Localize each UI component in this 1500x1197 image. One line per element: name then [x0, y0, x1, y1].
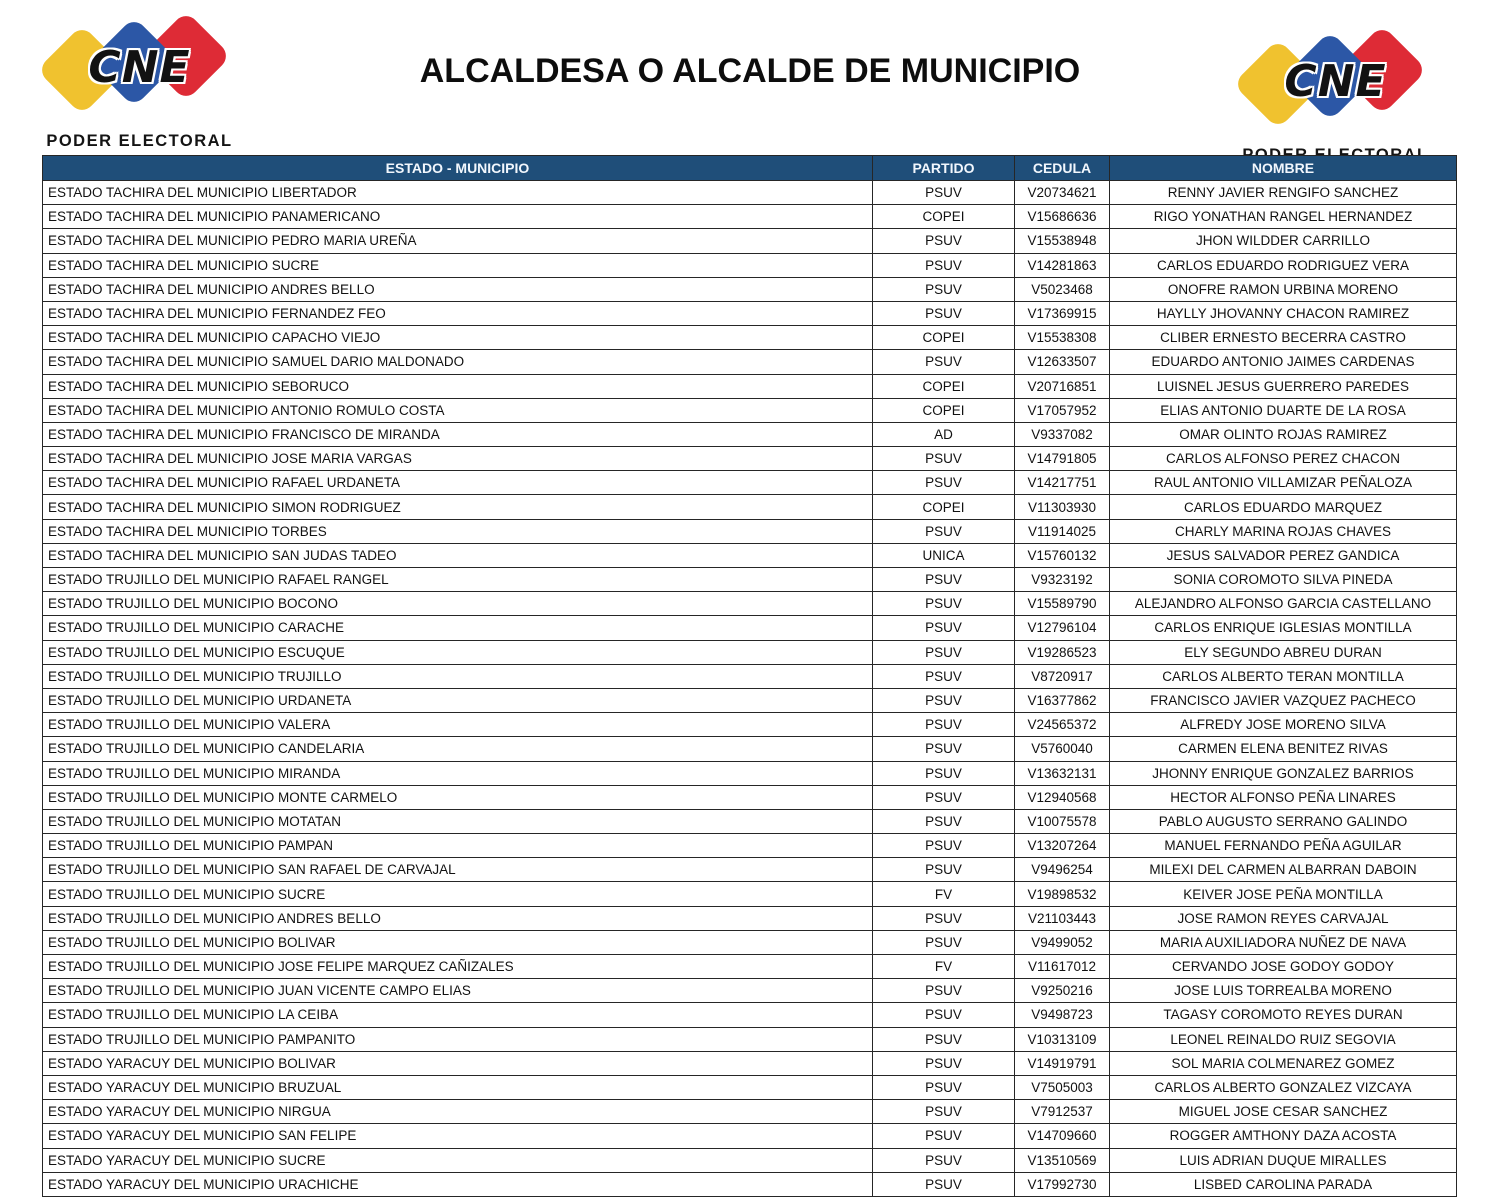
estado-cell: ESTADO TACHIRA DEL MUNICIPIO SIMON RODRIGUEZ: [43, 495, 873, 519]
column-header: ESTADO - MUNICIPIO: [43, 156, 873, 181]
cedula-cell: V9337082: [1015, 422, 1110, 446]
partido-cell: COPEI: [873, 495, 1015, 519]
estado-cell: ESTADO YARACUY DEL MUNICIPIO SAN FELIPE: [43, 1124, 873, 1148]
table-row: [43, 326, 1457, 350]
partido-cell: PSUV: [873, 253, 1015, 277]
nombre-cell: JOSE RAMON REYES CARVAJAL: [1110, 906, 1457, 930]
estado-cell: ESTADO TRUJILLO DEL MUNICIPIO BOLIVAR: [43, 930, 873, 954]
nombre-cell: CARLOS EDUARDO RODRIGUEZ VERA: [1110, 253, 1457, 277]
estado-cell: ESTADO TACHIRA DEL MUNICIPIO TORBES: [43, 519, 873, 543]
partido-cell: PSUV: [873, 181, 1015, 205]
cne-logo-left: [42, 8, 237, 151]
table-row: [43, 858, 1457, 882]
cedula-cell: V13632131: [1015, 761, 1110, 785]
partido-cell: AD: [873, 422, 1015, 446]
partido-cell: PSUV: [873, 519, 1015, 543]
table-row: [43, 568, 1457, 592]
partido-cell: PSUV: [873, 301, 1015, 325]
partido-cell: COPEI: [873, 398, 1015, 422]
cedula-cell: V20716851: [1015, 374, 1110, 398]
table-row: [43, 664, 1457, 688]
cedula-cell: V12940568: [1015, 785, 1110, 809]
table-row: [43, 1051, 1457, 1075]
nombre-cell: EDUARDO ANTONIO JAIMES CARDENAS: [1110, 350, 1457, 374]
cedula-cell: V14709660: [1015, 1124, 1110, 1148]
nombre-cell: CARLOS ALBERTO TERAN MONTILLA: [1110, 664, 1457, 688]
cedula-cell: V17057952: [1015, 398, 1110, 422]
estado-cell: ESTADO TACHIRA DEL MUNICIPIO PANAMERICANO: [43, 205, 873, 229]
table-row: [43, 1075, 1457, 1099]
nombre-cell: TAGASY COROMOTO REYES DURAN: [1110, 1003, 1457, 1027]
partido-cell: PSUV: [873, 1100, 1015, 1124]
cedula-cell: V20734621: [1015, 181, 1110, 205]
estado-cell: ESTADO TACHIRA DEL MUNICIPIO JOSE MARIA VARGAS: [43, 447, 873, 471]
partido-cell: PSUV: [873, 1051, 1015, 1075]
estado-cell: ESTADO TACHIRA DEL MUNICIPIO SEBORUCO: [43, 374, 873, 398]
estado-cell: ESTADO TRUJILLO DEL MUNICIPIO ESCUQUE: [43, 640, 873, 664]
partido-cell: PSUV: [873, 688, 1015, 712]
nombre-cell: ELY SEGUNDO ABREU DURAN: [1110, 640, 1457, 664]
estado-cell: ESTADO TACHIRA DEL MUNICIPIO PEDRO MARIA UREÑA: [43, 229, 873, 253]
nombre-cell: HAYLLY JHOVANNY CHACON RAMIREZ: [1110, 301, 1457, 325]
partido-cell: PSUV: [873, 1027, 1015, 1051]
table-row: [43, 374, 1457, 398]
cedula-cell: V11914025: [1015, 519, 1110, 543]
table-row: [43, 1100, 1457, 1124]
table-row: [43, 616, 1457, 640]
partido-cell: PSUV: [873, 930, 1015, 954]
cedula-cell: V11617012: [1015, 955, 1110, 979]
table-row: [43, 495, 1457, 519]
table-row: [43, 785, 1457, 809]
cne-logo-right: [1238, 22, 1433, 165]
estado-cell: ESTADO YARACUY DEL MUNICIPIO BRUZUAL: [43, 1075, 873, 1099]
nombre-cell: MARIA AUXILIADORA NUÑEZ DE NAVA: [1110, 930, 1457, 954]
nombre-cell: ONOFRE RAMON URBINA MORENO: [1110, 277, 1457, 301]
partido-cell: PSUV: [873, 713, 1015, 737]
cedula-cell: V9323192: [1015, 568, 1110, 592]
estado-cell: ESTADO TRUJILLO DEL MUNICIPIO TRUJILLO: [43, 664, 873, 688]
partido-cell: FV: [873, 882, 1015, 906]
estado-cell: ESTADO TACHIRA DEL MUNICIPIO FERNANDEZ FEO: [43, 301, 873, 325]
column-header: CEDULA: [1015, 156, 1110, 181]
estado-cell: ESTADO TRUJILLO DEL MUNICIPIO LA CEIBA: [43, 1003, 873, 1027]
nombre-cell: KEIVER JOSE PEÑA MONTILLA: [1110, 882, 1457, 906]
cedula-cell: V8720917: [1015, 664, 1110, 688]
column-header: NOMBRE: [1110, 156, 1457, 181]
cne-diamonds: [1238, 22, 1433, 144]
table-row: [43, 688, 1457, 712]
estado-cell: ESTADO TACHIRA DEL MUNICIPIO ANDRES BELLO: [43, 277, 873, 301]
cedula-cell: V14281863: [1015, 253, 1110, 277]
cedula-cell: V5023468: [1015, 277, 1110, 301]
estado-cell: ESTADO TACHIRA DEL MUNICIPIO SAMUEL DARIO MALDONADO: [43, 350, 873, 374]
table-header-row: [43, 156, 1457, 181]
table-row: [43, 882, 1457, 906]
partido-cell: PSUV: [873, 1075, 1015, 1099]
partido-cell: FV: [873, 955, 1015, 979]
estado-cell: ESTADO TACHIRA DEL MUNICIPIO SAN JUDAS TADEO: [43, 543, 873, 567]
partido-cell: PSUV: [873, 737, 1015, 761]
nombre-cell: ALEJANDRO ALFONSO GARCIA CASTELLANO: [1110, 592, 1457, 616]
cedula-cell: V19286523: [1015, 640, 1110, 664]
table-row: [43, 253, 1457, 277]
estado-cell: ESTADO YARACUY DEL MUNICIPIO BOLIVAR: [43, 1051, 873, 1075]
table-row: [43, 979, 1457, 1003]
cedula-cell: V12633507: [1015, 350, 1110, 374]
table-row: [43, 181, 1457, 205]
estado-cell: ESTADO TRUJILLO DEL MUNICIPIO CARACHE: [43, 616, 873, 640]
nombre-cell: SONIA COROMOTO SILVA PINEDA: [1110, 568, 1457, 592]
cedula-cell: V17992730: [1015, 1172, 1110, 1196]
partido-cell: PSUV: [873, 858, 1015, 882]
cne-diamonds: [42, 8, 237, 130]
estado-cell: ESTADO TACHIRA DEL MUNICIPIO RAFAEL URDANETA: [43, 471, 873, 495]
nombre-cell: ALFREDY JOSE MORENO SILVA: [1110, 713, 1457, 737]
nombre-cell: CARLOS ALBERTO GONZALEZ VIZCAYA: [1110, 1075, 1457, 1099]
nombre-cell: OMAR OLINTO ROJAS RAMIREZ: [1110, 422, 1457, 446]
nombre-cell: CHARLY MARINA ROJAS CHAVES: [1110, 519, 1457, 543]
table-row: [43, 955, 1457, 979]
nombre-cell: MILEXI DEL CARMEN ALBARRAN DABOIN: [1110, 858, 1457, 882]
table-row: [43, 1124, 1457, 1148]
cedula-cell: V7505003: [1015, 1075, 1110, 1099]
table-row: [43, 761, 1457, 785]
nombre-cell: RIGO YONATHAN RANGEL HERNANDEZ: [1110, 205, 1457, 229]
estado-cell: ESTADO TRUJILLO DEL MUNICIPIO MONTE CARMELO: [43, 785, 873, 809]
estado-cell: ESTADO TRUJILLO DEL MUNICIPIO URDANETA: [43, 688, 873, 712]
nombre-cell: JESUS SALVADOR PEREZ GANDICA: [1110, 543, 1457, 567]
table-row: [43, 471, 1457, 495]
partido-cell: PSUV: [873, 1003, 1015, 1027]
estado-cell: ESTADO TACHIRA DEL MUNICIPIO FRANCISCO DE MIRANDA: [43, 422, 873, 446]
nombre-cell: CARLOS ENRIQUE IGLESIAS MONTILLA: [1110, 616, 1457, 640]
nombre-cell: RAUL ANTONIO VILLAMIZAR PEÑALOZA: [1110, 471, 1457, 495]
nombre-cell: PABLO AUGUSTO SERRANO GALINDO: [1110, 809, 1457, 833]
estado-cell: ESTADO TACHIRA DEL MUNICIPIO CAPACHO VIEJO: [43, 326, 873, 350]
estado-cell: ESTADO TRUJILLO DEL MUNICIPIO JUAN VICENTE CAMPO ELIAS: [43, 979, 873, 1003]
table-row: [43, 1027, 1457, 1051]
table-row: [43, 809, 1457, 833]
cedula-cell: V15760132: [1015, 543, 1110, 567]
partido-cell: UNICA: [873, 543, 1015, 567]
cedula-cell: V13207264: [1015, 834, 1110, 858]
partido-cell: PSUV: [873, 809, 1015, 833]
cedula-cell: V13510569: [1015, 1148, 1110, 1172]
partido-cell: COPEI: [873, 205, 1015, 229]
partido-cell: PSUV: [873, 906, 1015, 930]
page-title: ALCALDESA O ALCALDE DE MUNICIPIO: [419, 52, 1081, 90]
nombre-cell: JHONNY ENRIQUE GONZALEZ BARRIOS: [1110, 761, 1457, 785]
table-row: [43, 930, 1457, 954]
cedula-cell: V14919791: [1015, 1051, 1110, 1075]
table-row: [43, 277, 1457, 301]
cedula-cell: V7912537: [1015, 1100, 1110, 1124]
partido-cell: PSUV: [873, 761, 1015, 785]
nombre-cell: JOSE LUIS TORREALBA MORENO: [1110, 979, 1457, 1003]
table-row: [43, 301, 1457, 325]
nombre-cell: FRANCISCO JAVIER VAZQUEZ PACHECO: [1110, 688, 1457, 712]
table-row: [43, 229, 1457, 253]
table-row: [43, 422, 1457, 446]
table-row: [43, 737, 1457, 761]
cedula-cell: V9496254: [1015, 858, 1110, 882]
partido-cell: PSUV: [873, 664, 1015, 688]
partido-cell: PSUV: [873, 834, 1015, 858]
table-row: [43, 519, 1457, 543]
estado-cell: ESTADO TRUJILLO DEL MUNICIPIO PAMPANITO: [43, 1027, 873, 1051]
nombre-cell: CARLOS EDUARDO MARQUEZ: [1110, 495, 1457, 519]
estado-cell: ESTADO YARACUY DEL MUNICIPIO URACHICHE: [43, 1172, 873, 1196]
cne-logo-text: CNE: [88, 42, 191, 93]
cedula-cell: V9250216: [1015, 979, 1110, 1003]
results-table: [42, 155, 1457, 1197]
table-row: [43, 398, 1457, 422]
partido-cell: PSUV: [873, 277, 1015, 301]
cedula-cell: V15589790: [1015, 592, 1110, 616]
table-row: [43, 906, 1457, 930]
partido-cell: PSUV: [873, 640, 1015, 664]
cedula-cell: V14217751: [1015, 471, 1110, 495]
partido-cell: PSUV: [873, 592, 1015, 616]
nombre-cell: MIGUEL JOSE CESAR SANCHEZ: [1110, 1100, 1457, 1124]
cedula-cell: V16377862: [1015, 688, 1110, 712]
table-row: [43, 640, 1457, 664]
estado-cell: ESTADO TACHIRA DEL MUNICIPIO ANTONIO ROMULO COSTA: [43, 398, 873, 422]
table-body: [43, 181, 1457, 1197]
estado-cell: ESTADO YARACUY DEL MUNICIPIO NIRGUA: [43, 1100, 873, 1124]
nombre-cell: LUISNEL JESUS GUERRERO PAREDES: [1110, 374, 1457, 398]
nombre-cell: MANUEL FERNANDO PEÑA AGUILAR: [1110, 834, 1457, 858]
partido-cell: PSUV: [873, 568, 1015, 592]
nombre-cell: LUIS ADRIAN DUQUE MIRALLES: [1110, 1148, 1457, 1172]
nombre-cell: LISBED CAROLINA PARADA: [1110, 1172, 1457, 1196]
cedula-cell: V11303930: [1015, 495, 1110, 519]
estado-cell: ESTADO TRUJILLO DEL MUNICIPIO CANDELARIA: [43, 737, 873, 761]
nombre-cell: SOL MARIA COLMENAREZ GOMEZ: [1110, 1051, 1457, 1075]
partido-cell: PSUV: [873, 350, 1015, 374]
table-row: [43, 543, 1457, 567]
table-row: [43, 447, 1457, 471]
partido-cell: PSUV: [873, 785, 1015, 809]
nombre-cell: CLIBER ERNESTO BECERRA CASTRO: [1110, 326, 1457, 350]
cne-logo-text: CNE: [1284, 56, 1387, 107]
partido-cell: PSUV: [873, 1124, 1015, 1148]
nombre-cell: ELIAS ANTONIO DUARTE DE LA ROSA: [1110, 398, 1457, 422]
table-row: [43, 1003, 1457, 1027]
partido-cell: PSUV: [873, 1148, 1015, 1172]
cedula-cell: V24565372: [1015, 713, 1110, 737]
partido-cell: PSUV: [873, 229, 1015, 253]
nombre-cell: ROGGER AMTHONY DAZA ACOSTA: [1110, 1124, 1457, 1148]
estado-cell: ESTADO TRUJILLO DEL MUNICIPIO ANDRES BELLO: [43, 906, 873, 930]
estado-cell: ESTADO TACHIRA DEL MUNICIPIO SUCRE: [43, 253, 873, 277]
partido-cell: COPEI: [873, 326, 1015, 350]
partido-cell: PSUV: [873, 1172, 1015, 1196]
cedula-cell: V10075578: [1015, 809, 1110, 833]
partido-cell: COPEI: [873, 374, 1015, 398]
cedula-cell: V14791805: [1015, 447, 1110, 471]
partido-cell: PSUV: [873, 471, 1015, 495]
nombre-cell: CERVANDO JOSE GODOY GODOY: [1110, 955, 1457, 979]
table-row: [43, 834, 1457, 858]
cedula-cell: V15686636: [1015, 205, 1110, 229]
cedula-cell: V9499052: [1015, 930, 1110, 954]
partido-cell: PSUV: [873, 979, 1015, 1003]
table-row: [43, 1148, 1457, 1172]
nombre-cell: LEONEL REINALDO RUIZ SEGOVIA: [1110, 1027, 1457, 1051]
estado-cell: ESTADO TRUJILLO DEL MUNICIPIO RAFAEL RANGEL: [43, 568, 873, 592]
table-row: [43, 205, 1457, 229]
table-row: [43, 713, 1457, 737]
partido-cell: PSUV: [873, 447, 1015, 471]
cedula-cell: V15538948: [1015, 229, 1110, 253]
estado-cell: ESTADO TRUJILLO DEL MUNICIPIO BOCONO: [43, 592, 873, 616]
partido-cell: PSUV: [873, 616, 1015, 640]
cedula-cell: V15538308: [1015, 326, 1110, 350]
estado-cell: ESTADO TACHIRA DEL MUNICIPIO LIBERTADOR: [43, 181, 873, 205]
nombre-cell: CARLOS ALFONSO PEREZ CHACON: [1110, 447, 1457, 471]
table-row: [43, 592, 1457, 616]
estado-cell: ESTADO TRUJILLO DEL MUNICIPIO MIRANDA: [43, 761, 873, 785]
cedula-cell: V5760040: [1015, 737, 1110, 761]
cedula-cell: V10313109: [1015, 1027, 1110, 1051]
nombre-cell: HECTOR ALFONSO PEÑA LINARES: [1110, 785, 1457, 809]
nombre-cell: CARMEN ELENA BENITEZ RIVAS: [1110, 737, 1457, 761]
estado-cell: ESTADO TRUJILLO DEL MUNICIPIO PAMPAN: [43, 834, 873, 858]
nombre-cell: JHON WILDDER CARRILLO: [1110, 229, 1457, 253]
estado-cell: ESTADO TRUJILLO DEL MUNICIPIO MOTATAN: [43, 809, 873, 833]
estado-cell: ESTADO TRUJILLO DEL MUNICIPIO VALERA: [43, 713, 873, 737]
poder-electoral-label: PODER ELECTORAL: [46, 132, 233, 150]
estado-cell: ESTADO TRUJILLO DEL MUNICIPIO SAN RAFAEL DE CARVAJAL: [43, 858, 873, 882]
cedula-cell: V21103443: [1015, 906, 1110, 930]
cedula-cell: V9498723: [1015, 1003, 1110, 1027]
cedula-cell: V12796104: [1015, 616, 1110, 640]
estado-cell: ESTADO TRUJILLO DEL MUNICIPIO SUCRE: [43, 882, 873, 906]
cedula-cell: V19898532: [1015, 882, 1110, 906]
estado-cell: ESTADO TRUJILLO DEL MUNICIPIO JOSE FELIPE MARQUEZ CAÑIZALES: [43, 955, 873, 979]
cedula-cell: V17369915: [1015, 301, 1110, 325]
table-row: [43, 350, 1457, 374]
nombre-cell: RENNY JAVIER RENGIFO SANCHEZ: [1110, 181, 1457, 205]
estado-cell: ESTADO YARACUY DEL MUNICIPIO SUCRE: [43, 1148, 873, 1172]
column-header: PARTIDO: [873, 156, 1015, 181]
table-row: [43, 1172, 1457, 1196]
